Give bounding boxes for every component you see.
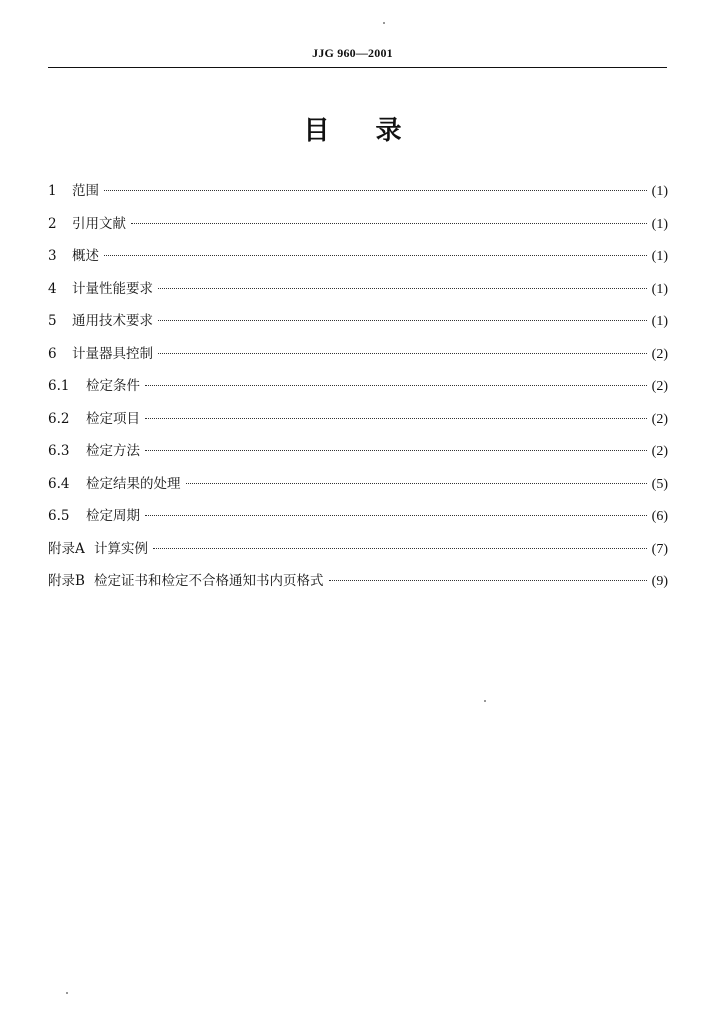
dot-leader	[329, 580, 647, 581]
toc-entry-number: 6	[48, 345, 57, 362]
toc-entry-label: 通用技术要求	[72, 313, 153, 329]
dot-leader	[186, 483, 647, 484]
toc-entry-label: 计量性能要求	[72, 280, 153, 297]
toc-entry-3[interactable]	[48, 240, 668, 273]
toc-entry-label: 引用文献	[72, 215, 126, 232]
toc-entry-page: (1)	[651, 184, 668, 199]
toc-entry-page: (2)	[651, 379, 668, 394]
dot-leader	[145, 385, 647, 386]
toc-entry-number: 3	[48, 248, 57, 264]
toc-entry-6-5[interactable]	[48, 500, 668, 533]
toc-entry-page: (1)	[651, 249, 668, 264]
table-of-contents	[48, 175, 668, 598]
scan-speck	[383, 22, 385, 24]
header-rule	[48, 67, 667, 68]
toc-entry-page: (1)	[651, 281, 668, 297]
dot-leader	[158, 288, 647, 289]
dot-leader	[104, 190, 647, 191]
toc-entry-6-2[interactable]	[48, 403, 668, 436]
toc-entry-label: 概述	[72, 248, 99, 264]
toc-entry-label: 检定证书和检定不合格通知书内页格式	[94, 573, 324, 589]
toc-entry-page: (2)	[651, 444, 668, 459]
toc-entry-label: 检定项目	[86, 410, 140, 427]
toc-entry-number: 6.1	[48, 378, 70, 394]
toc-entry-6-3[interactable]	[48, 435, 668, 468]
toc-entry-label: 计算实例	[94, 540, 148, 557]
toc-entry-number: 2	[48, 215, 57, 232]
toc-entry-appendix-b[interactable]	[48, 565, 668, 598]
toc-entry-label: 范围	[72, 183, 99, 199]
toc-entry-number: 6.3	[48, 443, 70, 459]
page-title: 目录	[303, 116, 448, 146]
document-code: JJG 960—2001	[312, 46, 393, 60]
dot-leader	[145, 515, 647, 516]
toc-entry-label: 检定条件	[86, 378, 140, 394]
toc-entry-2[interactable]	[48, 208, 668, 241]
toc-entry-page: (1)	[651, 314, 668, 329]
toc-entry-number: 1	[48, 183, 57, 199]
scan-speck	[484, 700, 486, 702]
toc-entry-page: (6)	[651, 509, 668, 524]
toc-entry-number: 4	[48, 280, 57, 297]
dot-leader	[145, 418, 647, 419]
toc-entry-page: (9)	[651, 574, 668, 589]
dot-leader	[158, 353, 647, 354]
toc-entry-page: (7)	[651, 541, 668, 557]
dot-leader	[153, 548, 647, 549]
toc-entry-4[interactable]	[48, 273, 668, 306]
dot-leader	[158, 320, 647, 321]
toc-entry-number: 附录B	[48, 573, 85, 589]
toc-entry-5[interactable]	[48, 305, 668, 338]
dot-leader	[131, 223, 647, 224]
toc-entry-page: (5)	[651, 476, 668, 492]
toc-entry-page: (2)	[651, 411, 668, 427]
toc-entry-6[interactable]	[48, 338, 668, 371]
dot-leader	[104, 255, 647, 256]
toc-entry-6-1[interactable]	[48, 370, 668, 403]
toc-entry-1[interactable]	[48, 175, 668, 208]
toc-entry-label: 计量器具控制	[72, 345, 153, 362]
toc-entry-label: 检定结果的处理	[86, 475, 181, 492]
dot-leader	[145, 450, 647, 451]
toc-entry-page: (1)	[651, 216, 668, 232]
toc-entry-number: 6.5	[48, 508, 70, 524]
toc-entry-appendix-a[interactable]	[48, 533, 668, 566]
toc-entry-number: 6.4	[48, 475, 70, 492]
toc-entry-number: 附录A	[48, 540, 85, 557]
toc-entry-page: (2)	[651, 346, 668, 362]
toc-entry-6-4[interactable]	[48, 468, 668, 501]
toc-entry-number: 5	[48, 313, 57, 329]
scan-speck	[66, 992, 68, 994]
toc-entry-label: 检定方法	[86, 443, 140, 459]
toc-entry-label: 检定周期	[86, 508, 140, 524]
toc-entry-number: 6.2	[48, 410, 70, 427]
